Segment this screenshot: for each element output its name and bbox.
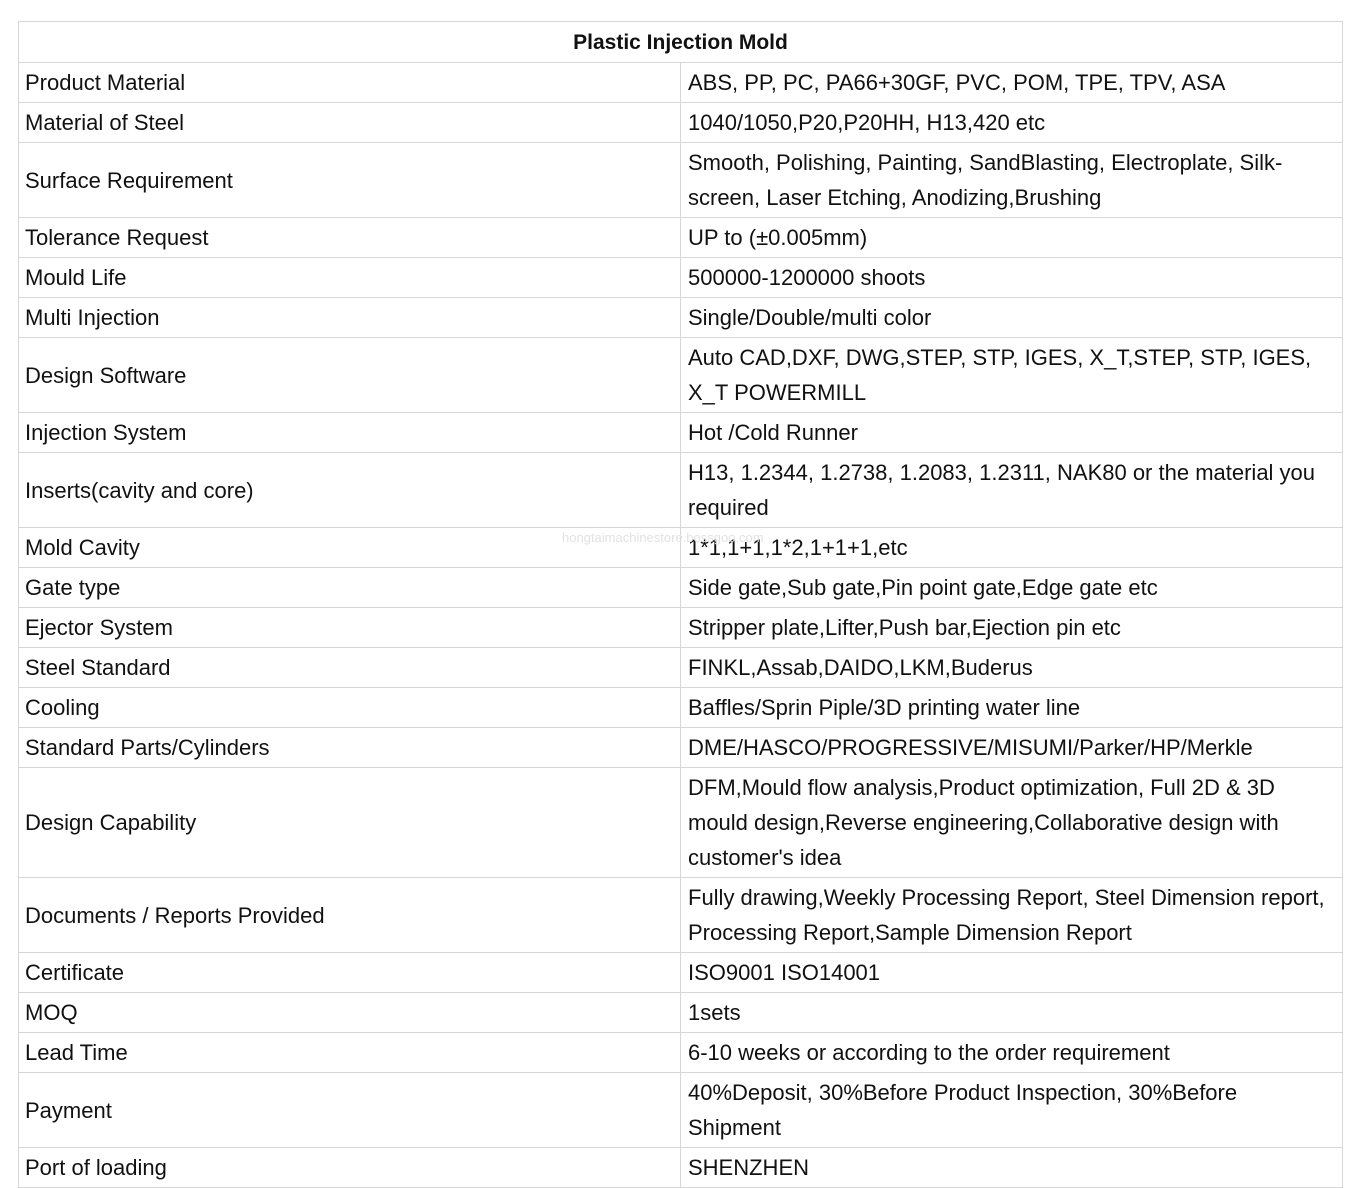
table-row [19, 768, 1343, 878]
watermark: hongtaimachinestore.bossgoo.com [562, 530, 764, 545]
row-label: Material of Steel [19, 103, 681, 143]
row-value: 1*1,1+1,1*2,1+1+1,etc [681, 528, 1343, 568]
table-row [19, 608, 1343, 648]
row-value: Fully drawing,Weekly Processing Report, Steel Dimension report, Processing Report,Sample Dimension Report [681, 878, 1343, 953]
row-value: ABS, PP, PC, PA66+30GF, PVC, POM, TPE, TPV, ASA [681, 63, 1343, 103]
row-value: ISO9001 ISO14001 [681, 953, 1343, 993]
table-row [19, 338, 1343, 413]
row-value: 500000-1200000 shoots [681, 258, 1343, 298]
row-label: Mold Cavity [19, 528, 681, 568]
row-value: Baffles/Sprin Piple/3D printing water line [681, 688, 1343, 728]
table-row [19, 688, 1343, 728]
table-row [19, 218, 1343, 258]
row-label: Design Software [19, 338, 681, 413]
row-label: Mould Life [19, 258, 681, 298]
row-value: Stripper plate,Lifter,Push bar,Ejection pin etc [681, 608, 1343, 648]
spec-table [18, 21, 1343, 1188]
table-row [19, 568, 1343, 608]
table-row [19, 1148, 1343, 1188]
row-label: Design Capability [19, 768, 681, 878]
row-value: Hot /Cold Runner [681, 413, 1343, 453]
row-value: H13, 1.2344, 1.2738, 1.2083, 1.2311, NAK80 or the material you required [681, 453, 1343, 528]
row-label: Certificate [19, 953, 681, 993]
row-label: MOQ [19, 993, 681, 1033]
row-label: Injection System [19, 413, 681, 453]
row-label: Product Material [19, 63, 681, 103]
row-value: 1sets [681, 993, 1343, 1033]
table-row [19, 1073, 1343, 1148]
table-row [19, 103, 1343, 143]
row-label: Inserts(cavity and core) [19, 453, 681, 528]
row-value: DME/HASCO/PROGRESSIVE/MISUMI/Parker/HP/Merkle [681, 728, 1343, 768]
row-label: Documents / Reports Provided [19, 878, 681, 953]
table-row [19, 63, 1343, 103]
row-value: Single/Double/multi color [681, 298, 1343, 338]
row-value: 40%Deposit, 30%Before Product Inspection, 30%Before Shipment [681, 1073, 1343, 1148]
row-label: Standard Parts/Cylinders [19, 728, 681, 768]
row-value: DFM,Mould flow analysis,Product optimization, Full 2D & 3D mould design,Reverse engineering,Collaborative design with customer's idea [681, 768, 1343, 878]
row-value: FINKL,Assab,DAIDO,LKM,Buderus [681, 648, 1343, 688]
row-label: Tolerance Request [19, 218, 681, 258]
row-value: UP to (±0.005mm) [681, 218, 1343, 258]
row-label: Payment [19, 1073, 681, 1148]
row-label: Ejector System [19, 608, 681, 648]
row-value: 6-10 weeks or according to the order requirement [681, 1033, 1343, 1073]
row-value: Auto CAD,DXF, DWG,STEP, STP, IGES, X_T,STEP, STP, IGES, X_T POWERMILL [681, 338, 1343, 413]
row-label: Port of loading [19, 1148, 681, 1188]
table-row [19, 993, 1343, 1033]
row-label: Lead Time [19, 1033, 681, 1073]
row-label: Steel Standard [19, 648, 681, 688]
row-value: Smooth, Polishing, Painting, SandBlasting, Electroplate, Silk-screen, Laser Etching, Anodizing,Brushing [681, 143, 1343, 218]
row-label: Cooling [19, 688, 681, 728]
table-row [19, 878, 1343, 953]
row-value: Side gate,Sub gate,Pin point gate,Edge gate etc [681, 568, 1343, 608]
table-row [19, 413, 1343, 453]
table-row [19, 648, 1343, 688]
table-row [19, 528, 1343, 568]
table-row [19, 143, 1343, 218]
table-row [19, 453, 1343, 528]
table-header-row [19, 22, 1343, 63]
table-row [19, 1033, 1343, 1073]
table-row [19, 258, 1343, 298]
row-label: Surface Requirement [19, 143, 681, 218]
table-row [19, 728, 1343, 768]
row-value: SHENZHEN [681, 1148, 1343, 1188]
row-label: Multi Injection [19, 298, 681, 338]
row-value: 1040/1050,P20,P20HH, H13,420 etc [681, 103, 1343, 143]
table-row [19, 953, 1343, 993]
row-label: Gate type [19, 568, 681, 608]
table-title: Plastic Injection Mold [19, 22, 1343, 63]
table-row [19, 298, 1343, 338]
